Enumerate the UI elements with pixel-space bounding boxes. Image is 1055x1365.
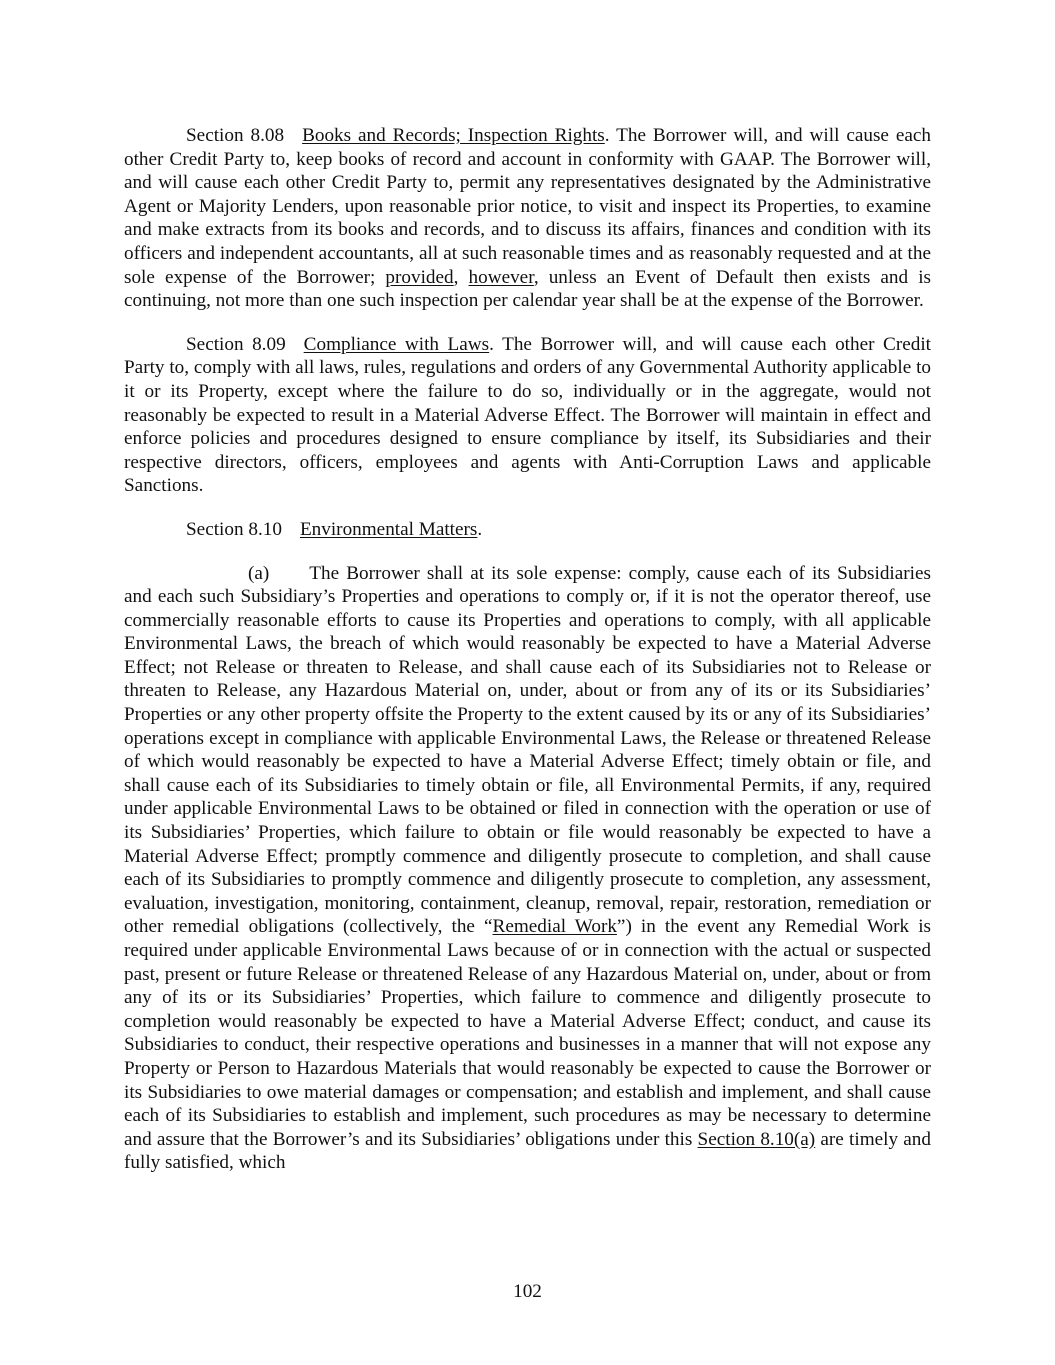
- punctuation: .: [477, 518, 483, 540]
- clause-body-end: are timely and fully satisfied, which: [124, 1128, 931, 1174]
- document-page: [124, 124, 931, 1195]
- section-8-10-heading-paragraph: [124, 518, 931, 542]
- section-body: . The Borrower will, and will cause each other Credit Party to, keep books of record and account in conformity with GAAP. The Borrower will, and will cause each other Credit Party to, permit any representatives designated by the Administrative Agent or Majority Lenders, upon reasonable prior notice, to visit and inspect its Properties, to examine and make extracts from its books and records, and to discuss its affairs, finances and condition with its officers and independent accountants, all at such reasonable times and as reasonably requested and at the sole expense of the Borrower;: [124, 125, 931, 288]
- cross-reference-section-8-10-a: Section 8.10(a): [697, 1128, 816, 1150]
- section-8-08-paragraph: [124, 124, 931, 313]
- clause-body-continued: ”) in the event any Remedial Work is required under applicable Environmental Laws because of or in connection with the actual or suspected past, present or future Release or threatened Release of any Hazardous Material on, under, about or from any of its or its Subsidiaries’ Properties, which failure to commence and diligently prosecute to completion would reasonably be expected to have a Material Adverse Effect; conduct, and cause its Subsidiaries to conduct, their respective operations and businesses in a manner that will not expose any Property or Person to Hazardous Materials that would reasonably be expected to cause the Borrower or its Subsidiaries to owe material damages or compensation; and establish and implement, and shall cause each of its Subsidiaries to establish and implement, such procedures as may be necessary to determine and assure that the Borrower’s and its Subsidiaries’ obligations under this: [124, 916, 931, 1150]
- emphasis-provided: provided: [385, 266, 454, 288]
- section-heading: Environmental Matters: [299, 518, 478, 540]
- section-body-continued: , unless an Event of Default then exists and is continuing, not more than one such inspection per calendar year shall be at the expense of the Borrower.: [124, 266, 931, 312]
- section-number: Section 8.08: [186, 125, 285, 146]
- section-8-10-a-paragraph: [124, 562, 931, 1175]
- section-8-09-paragraph: [124, 333, 931, 498]
- section-heading: Compliance with Laws: [303, 333, 490, 355]
- section-heading: Books and Records; Inspection Rights: [302, 125, 605, 146]
- clause-body: The Borrower shall at its sole expense: comply, cause each of its Subsidiaries and each such Subsidiary’s Properties and operations to comply or, if it is not the operator thereof, use commercially reasonable efforts to cause its Properties and operations to comply, with all applicable Environmental Laws, the breach of which would reasonably be expected to have a Material Adverse Effect; not Release or threaten to Release, and shall cause each of its Subsidiaries not to Release or threaten to Release, any Hazardous Material on, under, about or from any of its or its Subsidiaries’ Properties or any other property offsite the Property to the extent caused by its or any of its Subsidiaries’ operations except in compliance with applicable Environmental Laws, the Release or threatened Release of which would reasonably be expected to have a Material Adverse Effect; timely obtain or file, and shall cause each of its Subsidiaries to timely obtain or file, all Environmental Permits, if any, required under applicable Environmental Laws to be obtained or filed in connection with the operation or use of its Subsidiaries’ Properties, which failure to obtain or file would reasonably be expected to have a Material Adverse Effect; promptly commence and diligently prosecute to completion, and shall cause each of its Subsidiaries to promptly commence and diligently prosecute to completion, any assessment, evaluation, investigation, monitoring, containment, cleanup, removal, repair, restoration, remediation or other remedial obligations (collectively, the “: [124, 562, 931, 938]
- section-number: Section 8.10: [186, 518, 282, 540]
- page-number: 102: [513, 1281, 542, 1302]
- section-number: Section 8.09: [186, 333, 286, 355]
- section-body: . The Borrower will, and will cause each other Credit Party to, comply with all laws, rules, regulations and orders of any Governmental Authority applicable to it or its Property, except where the failure to do so, individually or in the aggregate, would not reasonably be expected to result in a Material Adverse Effect. The Borrower will maintain in effect and enforce policies and procedures designed to ensure compliance by itself, its Subsidiaries and their respective directors, officers, employees and agents with Anti-Corruption Laws and applicable Sanctions.: [124, 333, 932, 497]
- emphasis-however: however: [468, 266, 534, 288]
- defined-term-remedial-work: Remedial Work: [492, 916, 617, 938]
- clause-label: (a): [248, 562, 270, 584]
- punctuation: ,: [453, 266, 469, 288]
